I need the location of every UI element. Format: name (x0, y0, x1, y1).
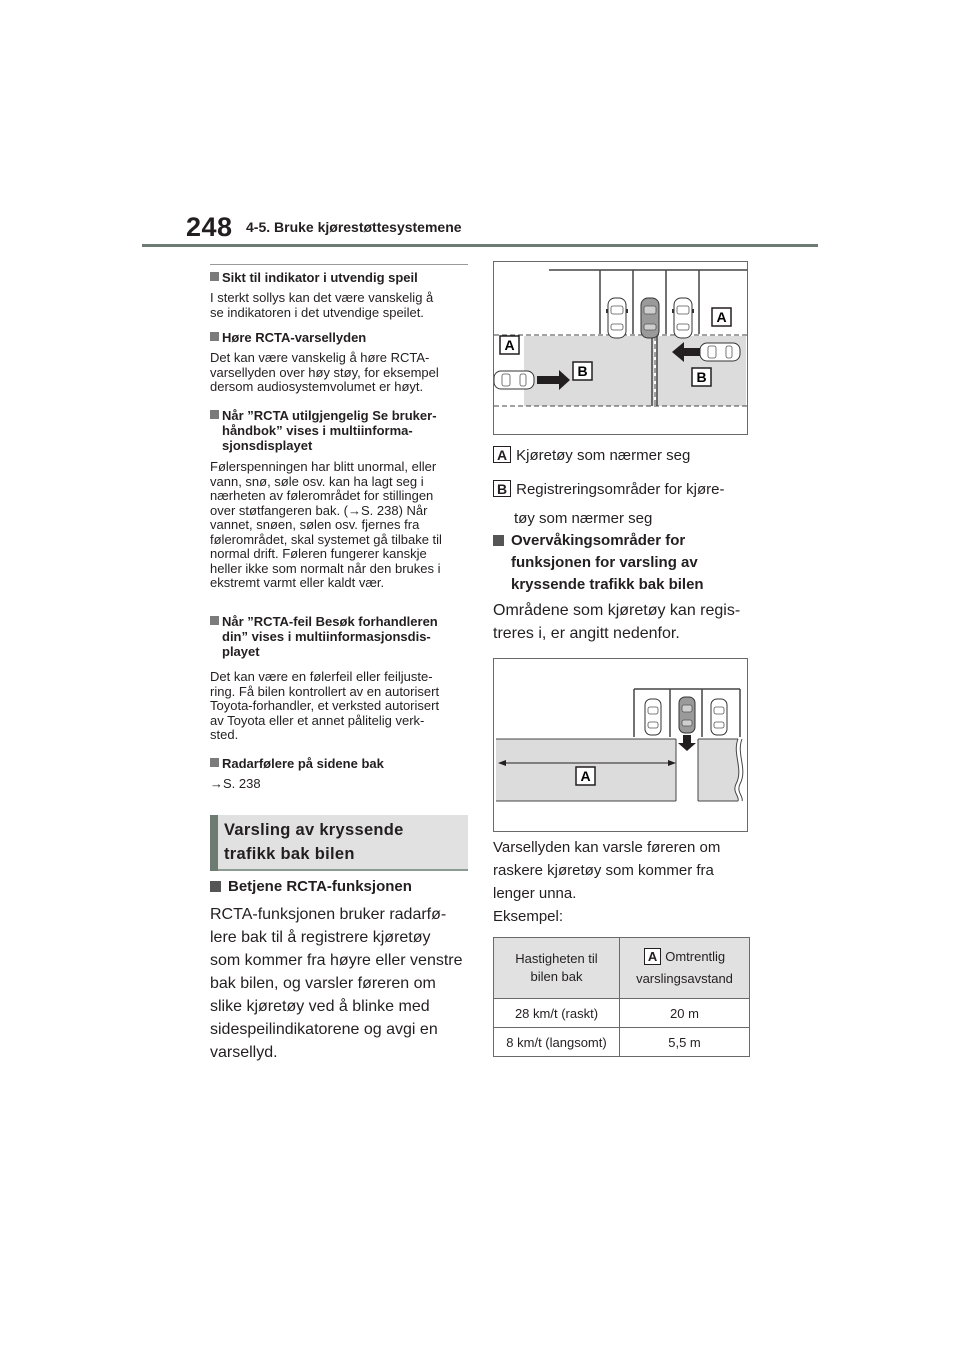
paragraph-mirror-indicator (210, 291, 433, 320)
text-line: av Toyota eller et annet pålitelig verk- (210, 712, 425, 728)
legend-text-a: Kjøretøy som nærmer seg (516, 447, 691, 464)
table-cell-distance: 5,5 m (620, 1028, 750, 1057)
bullet-square-icon (210, 616, 219, 625)
parked-car-icon (672, 298, 694, 338)
svg-text:A: A (716, 309, 727, 325)
bullet-square-icon (210, 881, 221, 892)
text-line: nærheten av følerområdet for stillingen (210, 488, 434, 503)
text-line: normal drift. Føleren fungerer kanskje (210, 546, 427, 561)
heading-text: Radarfølere på sidene bak (222, 756, 384, 771)
bullet-square-icon (493, 535, 504, 546)
heading-line: Overvåkingsområder for (511, 532, 686, 549)
text-line: følerområdet, skal systemet gå tilbake til (210, 531, 442, 547)
header-line: Omtrentlig (665, 949, 726, 964)
arrow-down-icon (678, 735, 696, 751)
text-line: heller ikke som normalt når den brukes i (210, 560, 441, 576)
paragraph-hear-sound (210, 351, 439, 395)
text-line: over støtfangeren bak. (→S. 238) Når (210, 502, 428, 518)
text-line: se indikatoren i det utvendige speilet. (210, 304, 424, 320)
parked-car-icon (711, 699, 727, 735)
legend-key-b: B (493, 480, 511, 497)
heading-line: Når ”RCTA-feil Besøk forhandleren (222, 614, 438, 629)
approaching-car-left-icon (494, 371, 534, 389)
section-heading-rcta-fault (210, 614, 480, 659)
banner-accent-bar (210, 815, 218, 871)
bullet-square-icon (210, 272, 219, 281)
text-line: bak bilen, og varsler føreren om (210, 975, 436, 992)
paragraph-warning-sound (493, 836, 720, 905)
parking-diagram-1 (494, 262, 747, 434)
table-row (494, 1028, 750, 1057)
heading-line: kryssende trafikk bak bilen (511, 576, 704, 593)
paragraph-example: Eksempel: (493, 908, 564, 925)
approaching-car-right-icon (700, 343, 740, 361)
label-a-left (500, 336, 519, 354)
section-heading-hear-sound (210, 330, 480, 345)
text-line: som kommer fra høyre eller venstre (210, 952, 463, 969)
heading-line: Når ”RCTA utilgjengelig Se bruker- (222, 408, 437, 423)
heading-line: funksjonen for varsling av (511, 554, 698, 571)
bullet-square-icon (210, 332, 219, 341)
section-heading-radar-sensors (210, 756, 480, 771)
header-line: Hastigheten til (515, 951, 598, 966)
heading-text: Sikt til indikator i utvendig speil (222, 270, 418, 285)
label-b-right (692, 368, 711, 386)
page-reference: →S. 238 (210, 776, 261, 791)
text-line: slike kjøretøy ved å blinke med (210, 998, 430, 1015)
chapter-title: 4-5. Bruke kjørestøttesystemene (246, 219, 462, 235)
text-line: vann, snø, søle osv. kan ha lagt seg i (210, 473, 424, 489)
svg-text:B: B (696, 369, 707, 385)
legend-item-b (493, 478, 725, 530)
text-line: sidespeilindikatorene og avgi en (210, 1021, 438, 1038)
speed-distance-table (493, 937, 750, 1057)
table-header-distance (620, 938, 750, 999)
paragraph-rcta-fault (210, 670, 439, 743)
heading-text: Høre RCTA-varsellyden (222, 330, 367, 345)
text-line: RCTA-funksjonen bruker radarfø- (210, 906, 447, 923)
heading-line: din” vises i multiinformasjonsdis- (222, 629, 431, 644)
banner-line: trafikk bak bilen (224, 845, 355, 863)
text-line: Varsellyden kan varsle føreren om (493, 839, 721, 856)
section-heading-monitor-areas (493, 530, 769, 596)
figure-approaching-vehicles (493, 261, 748, 435)
table-cell-speed: 8 km/t (langsomt) (494, 1028, 620, 1057)
header-key-a: A (644, 948, 661, 965)
legend-text-b: Registreringsområder for kjøre- (516, 481, 725, 498)
page-number: 248 (186, 212, 233, 242)
table-cell-speed: 28 km/t (raskt) (494, 999, 620, 1028)
heading-line: playet (222, 644, 260, 659)
section-heading-mirror-indicator (210, 270, 480, 285)
text-line: lere bak til å registrere kjøretøy (210, 929, 431, 946)
svg-text:A: A (580, 768, 591, 784)
legend-item-a (493, 444, 690, 467)
svg-text:A: A (504, 337, 515, 353)
text-line: I sterkt sollys kan det være vanskelig å (210, 290, 434, 305)
paragraph-monitor-areas (493, 599, 740, 645)
figure-monitoring-area (493, 658, 748, 832)
section-banner (210, 815, 468, 871)
parked-car-icon (645, 699, 661, 735)
heading-line: håndbok” vises i multiinforma- (222, 423, 413, 438)
column-top-rule (210, 264, 468, 265)
parked-car-icon (606, 298, 628, 338)
header-line: varslingsavstand (636, 971, 733, 986)
text-line: Følerspenningen har blitt unormal, eller (210, 459, 437, 474)
banner-line: Varsling av kryssende (224, 821, 404, 839)
header-line: bilen bak (530, 969, 583, 984)
text-line: ekstremt varmt eller kaldt vær. (210, 575, 385, 590)
text-line: lenger unna. (493, 885, 577, 902)
text-line: Det kan være vanskelig å høre RCTA- (210, 350, 430, 365)
banner-title (224, 818, 404, 866)
section-heading-rcta-unavailable (210, 408, 480, 453)
label-b-left (573, 362, 592, 380)
bullet-square-icon (210, 758, 219, 767)
table-header-speed (494, 938, 620, 999)
paragraph-rcta-unavailable (210, 460, 442, 591)
text-line: varsellyd. (210, 1044, 278, 1061)
text-line: sted. (210, 727, 239, 742)
own-car-icon (641, 298, 659, 338)
label-a-right (712, 308, 731, 326)
heading-line: sjonsdisplayet (222, 438, 313, 453)
text-line: dersom audiosystemvolumet er høyt. (210, 379, 424, 394)
text-line: treres i, er angitt nedenfor. (493, 625, 680, 642)
text-line: vannet, snøen, sølen osv. fjernes fra (210, 517, 420, 532)
text-line: Det kan være en følerfeil eller feiljuste- (210, 669, 433, 684)
svg-text:B: B (577, 363, 588, 379)
parking-diagram-2 (494, 659, 747, 831)
table-row (494, 999, 750, 1028)
paragraph-operate-rcta (210, 903, 463, 1064)
section-heading-operate-rcta (210, 876, 486, 898)
table-header-row (494, 938, 750, 999)
legend-text-b-line2: tøy som nærmer seg (514, 510, 653, 527)
text-line: ring. Få bilen kontrollert av en autorisert (210, 683, 440, 699)
text-line: Områdene som kjøretøy kan regis- (493, 602, 741, 619)
text-line: raskere kjøretøy som kommer fra (493, 862, 714, 879)
text-line: Toyota-forhandler, et verksted autorisert (210, 698, 440, 713)
header-divider (142, 244, 818, 247)
monitor-area-right (698, 739, 739, 801)
table-cell-distance: 20 m (620, 999, 750, 1028)
label-a (576, 767, 595, 785)
own-car-icon (679, 697, 695, 733)
legend-key-a: A (493, 446, 511, 463)
text-line: varsellyden over høy støy, for eksempel (210, 364, 439, 380)
bullet-square-icon (210, 410, 219, 419)
heading-text: Betjene RCTA-funksjonen (228, 878, 412, 895)
